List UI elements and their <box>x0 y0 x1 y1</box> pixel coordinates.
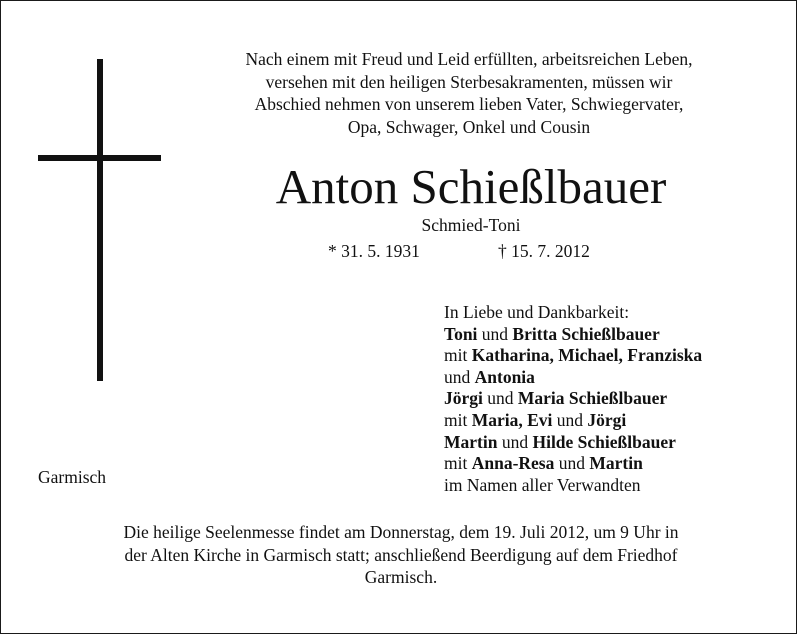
mourner-connector: mit <box>444 409 472 430</box>
cross-horizontal-bar <box>38 155 161 161</box>
mourner-name: Katharina, Michael, Franziska <box>471 345 703 366</box>
mourner-connector: mit <box>444 345 472 366</box>
mourner-name: Jörgi <box>587 409 627 430</box>
mourner-connector: mit <box>444 453 472 474</box>
mourner-connector: und <box>482 388 518 409</box>
mourner-connector: und <box>497 431 533 452</box>
intro-line: Nach einem mit Freud und Leid erfüllten, arbeitsreichen Leben, <box>245 49 693 69</box>
mourner-connector: und <box>477 323 513 344</box>
mourner-name: Hilde Schießlbauer <box>532 431 676 452</box>
intro-text <box>169 48 769 138</box>
service-line: Garmisch. <box>364 567 438 587</box>
mourner-name: Toni <box>444 323 478 344</box>
mourner-lines <box>444 324 702 475</box>
mourner-name: Martin <box>444 431 498 452</box>
mourner-line <box>444 324 702 346</box>
death-date: † 15. 7. 2012 <box>498 241 590 261</box>
mourner-connector: und <box>554 453 590 474</box>
mourner-name: Antonia <box>474 366 535 387</box>
mourner-line <box>444 453 702 475</box>
mourners-heading: In Liebe und Dankbarkeit: <box>444 302 630 322</box>
mourner-line <box>444 410 702 432</box>
birth-date: * 31. 5. 1931 <box>328 241 420 261</box>
mourner-name: Maria, Evi <box>471 409 553 430</box>
mourner-name: Maria Schießlbauer <box>517 388 668 409</box>
mourner-line <box>444 367 702 389</box>
mourner-connector: und <box>444 366 475 387</box>
mourner-name: Britta Schießlbauer <box>512 323 660 344</box>
service-line: Die heilige Seelenmesse findet am Donnerstag, dem 19. Juli 2012, um 9 Uhr in <box>123 522 679 542</box>
mourner-name: Anna-Resa <box>471 453 555 474</box>
intro-line: versehen mit den heiligen Sterbesakramenten, müssen wir <box>265 71 673 92</box>
mourner-name: Jörgi <box>444 388 483 409</box>
service-notice <box>21 521 781 589</box>
service-line: der Alten Kirche in Garmisch statt; anschließend Beerdigung auf dem Friedhof <box>124 544 678 565</box>
mourner-line <box>444 345 702 367</box>
intro-line: Abschied nehmen von unserem lieben Vater, Schwiegervater, <box>254 94 684 114</box>
mourners-block <box>444 302 702 496</box>
mourner-line <box>444 388 702 410</box>
mourner-name: Martin <box>589 453 643 474</box>
deceased-name: Anton Schießlbauer <box>275 159 667 214</box>
intro-line: Opa, Schwager, Onkel und Cousin <box>347 116 591 137</box>
mourner-connector: und <box>552 409 588 430</box>
cross-vertical-bar <box>97 59 103 381</box>
mourner-line <box>444 432 702 454</box>
deceased-nickname: Schmied-Toni <box>421 215 521 235</box>
place-name: Garmisch <box>38 467 107 487</box>
mourners-closing: im Namen aller Verwandten <box>444 474 641 495</box>
